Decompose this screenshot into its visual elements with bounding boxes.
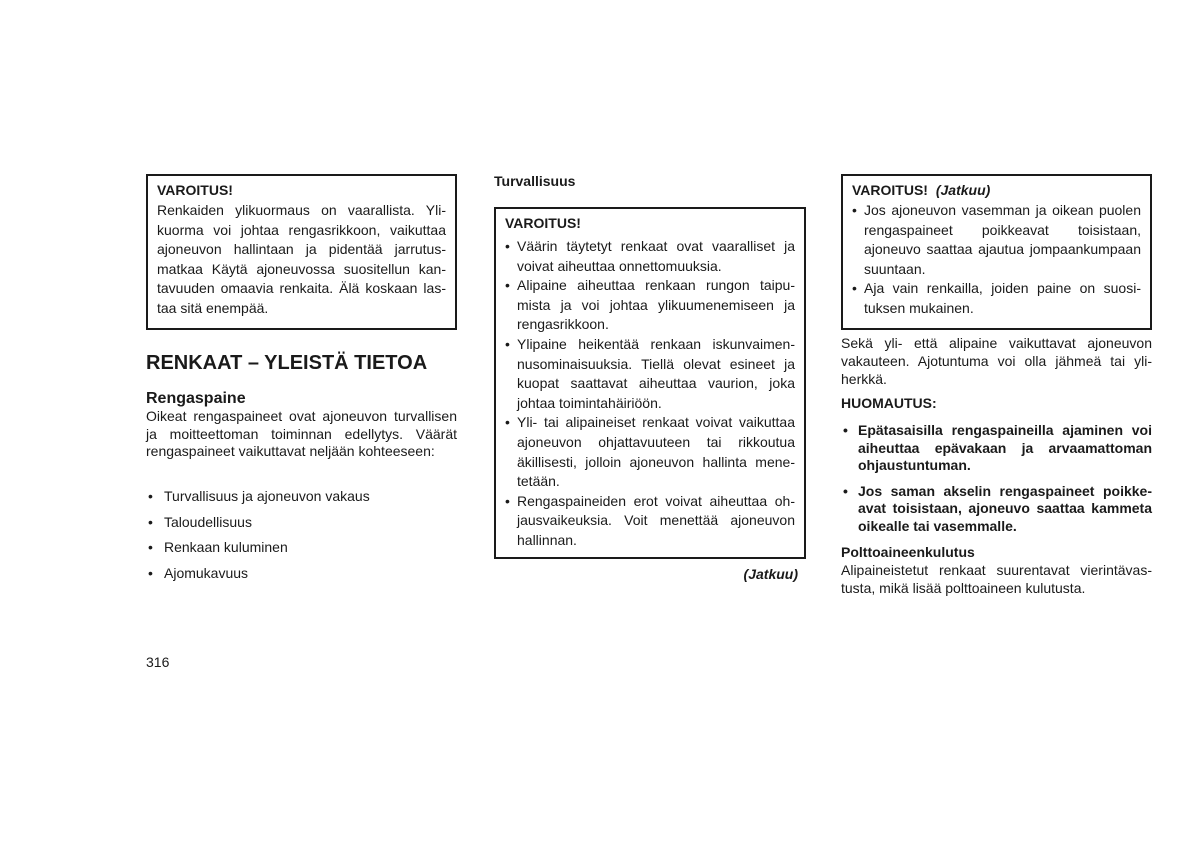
warning-continued-box — [841, 174, 1152, 330]
list-item: • Jos saman akselin rengaspaineet poikkeavat toisistaan, ajoneuvo saattaa kammeta oikealle tai vasemmalle. — [841, 483, 1152, 536]
tire-overload-warning-box — [146, 174, 457, 330]
subsection-title: Rengaspaine — [146, 390, 246, 407]
warning-title: VAROITUS! — [505, 215, 581, 231]
warning-list — [505, 237, 795, 551]
warning-title-text: VAROITUS! — [852, 182, 928, 198]
list-item: • Yli- tai alipaineiset renkaat voivat vaikuttaa ajoneuvon ohjattavuuteen tai rikkoutua äkillisesti, jolloin ajoneuvon hallinta menetetään. — [505, 413, 795, 491]
effects-list — [146, 487, 457, 589]
note-heading: HUOMAUTUS: — [841, 395, 937, 411]
list-item: • Jos ajoneuvon vasemman ja oikean puolen rengaspaineet poikkeavat toisistaan, ajoneuvo saattaa ajautua jompaankumpaan suuntaan. — [852, 201, 1141, 279]
note-list — [841, 422, 1152, 543]
warning-title-suffix: (Jatkuu) — [935, 182, 991, 198]
list-item: • Turvallisuus ja ajoneuvon vakaus — [146, 487, 457, 505]
page-number: 316 — [146, 654, 170, 670]
section-title: RENKAAT – YLEISTÄ TIETOA — [146, 352, 428, 374]
list-item: • Ylipaine heikentää renkaan iskunvaimennusominaisuuksia. Tiellä olevat esineet ja kuopat saattavat aiheuttaa vaurion, joka johtaa toimintahäiriöön. — [505, 335, 795, 413]
warning-list — [852, 201, 1141, 319]
warning-title: VAROITUS! — [157, 182, 233, 198]
list-item: • Rengaspaineiden erot voivat aiheuttaa ohjausvaikeuksia. Voit menettää ajoneuvon hallinnan. — [505, 492, 795, 551]
list-item: • Väärin täytetyt renkaat ovat vaaralliset ja voivat aiheuttaa onnettomuuksia. — [505, 237, 795, 276]
fuel-consumption-paragraph: Alipaineistetut renkaat suurentavat vierintävastusta, mikä lisää polttoaineen kulutusta. — [841, 562, 1152, 596]
list-item: • Aja vain renkailla, joiden paine on suosituksen mukainen. — [852, 279, 1141, 318]
list-item: • Epätasaisilla rengaspaineilla ajaminen voi aiheuttaa epävakaan ja arvaamattoman ohjaustuntuman. — [841, 422, 1152, 475]
safety-heading: Turvallisuus — [494, 173, 576, 189]
fuel-consumption-heading: Polttoaineenkulutus — [841, 544, 975, 560]
list-item: • Renkaan kuluminen — [146, 538, 457, 556]
tire-pressure-paragraph: Oikeat rengaspaineet ovat ajoneuvon turvallisen ja moitteettoman toiminnan edellytys. Väärät rengaspaineet vaikuttavat neljään kohteeseen: — [146, 408, 457, 459]
warning-text: Renkaiden ylikuormaus on vaarallista. Ylikuorma voi johtaa rengasrikkoon, vaikuttaa ajoneuvon hallintaan ja pidentää jarrutusmatkaa Käytä ajoneuvossa suositellun kantavuuden omaavia renkaita. Älä koskaan lastaa sitä enempää. — [157, 202, 446, 316]
list-item: • Ajomukavuus — [146, 564, 457, 582]
safety-warning-box — [494, 207, 806, 559]
list-item: • Alipaine aiheuttaa renkaan rungon taipumista ja voi johtaa ylikuumenemiseen ja rengasrikkoon. — [505, 276, 795, 335]
continued-label: (Jatkuu) — [743, 566, 798, 582]
list-item: • Taloudellisuus — [146, 513, 457, 531]
warning-title — [852, 181, 1141, 200]
stability-paragraph: Sekä yli- että alipaine vaikuttavat ajoneuvon vakauteen. Ajotuntuma voi olla jähmeä tai yliherkkä. — [841, 335, 1152, 387]
